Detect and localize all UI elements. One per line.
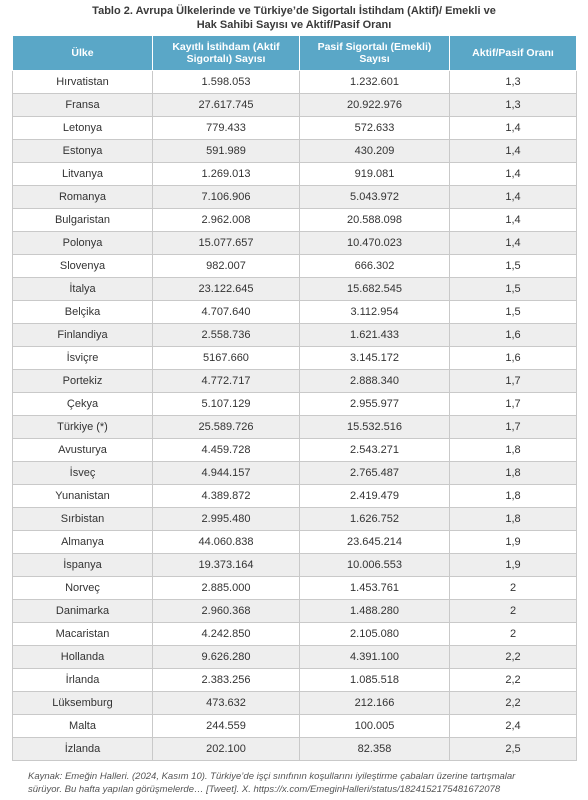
- cell-country: Hırvatistan: [13, 71, 153, 94]
- cell-country: Hollanda: [13, 646, 153, 669]
- cell-active: 15.077.657: [153, 232, 300, 255]
- table-row: [13, 623, 577, 646]
- cell-country: Lüksemburg: [13, 692, 153, 715]
- cell-active: 202.100: [153, 738, 300, 761]
- cell-active: 2.995.480: [153, 508, 300, 531]
- cell-passive: 2.419.479: [300, 485, 450, 508]
- table-row: [13, 94, 577, 117]
- cell-active: 44.060.838: [153, 531, 300, 554]
- cell-ratio: 1,4: [450, 140, 577, 163]
- table-row: [13, 140, 577, 163]
- table-row: [13, 439, 577, 462]
- cell-passive: 212.166: [300, 692, 450, 715]
- source-line-2: sürüyor. Bu hafta yapılan görüşmelerde… [Tweet]. X. https://x.com/EmeginHalleri/status/1824152175481672078: [28, 784, 501, 795]
- cell-passive: 15.682.545: [300, 278, 450, 301]
- cell-country: İsveç: [13, 462, 153, 485]
- cell-passive: 1.085.518: [300, 669, 450, 692]
- cell-active: 4.772.717: [153, 370, 300, 393]
- cell-passive: 3.145.172: [300, 347, 450, 370]
- cell-active: 2.383.256: [153, 669, 300, 692]
- cell-passive: 2.543.271: [300, 439, 450, 462]
- cell-passive: 3.112.954: [300, 301, 450, 324]
- cell-country: İtalya: [13, 278, 153, 301]
- table-row: [13, 669, 577, 692]
- table-row: [13, 416, 577, 439]
- table-row: [13, 301, 577, 324]
- cell-ratio: 1,8: [450, 485, 577, 508]
- header-country: Ülke: [13, 36, 153, 71]
- cell-ratio: 1,3: [450, 71, 577, 94]
- table-row: [13, 209, 577, 232]
- cell-active: 23.122.645: [153, 278, 300, 301]
- table-row: [13, 715, 577, 738]
- cell-ratio: 1,7: [450, 393, 577, 416]
- table-row: [13, 692, 577, 715]
- cell-ratio: 1,6: [450, 347, 577, 370]
- cell-ratio: 1,4: [450, 163, 577, 186]
- cell-active: 25.589.726: [153, 416, 300, 439]
- data-table: [12, 35, 577, 761]
- cell-passive: 2.105.080: [300, 623, 450, 646]
- table-row: [13, 600, 577, 623]
- cell-ratio: 2,2: [450, 646, 577, 669]
- table-title: [0, 4, 588, 32]
- cell-country: Litvanya: [13, 163, 153, 186]
- cell-ratio: 1,7: [450, 370, 577, 393]
- table-row: [13, 577, 577, 600]
- cell-ratio: 1,8: [450, 508, 577, 531]
- table-row: [13, 531, 577, 554]
- cell-country: İzlanda: [13, 738, 153, 761]
- table-title-line-2: Hak Sahibi Sayısı ve Aktif/Pasif Oranı: [196, 19, 392, 31]
- cell-passive: 1.626.752: [300, 508, 450, 531]
- cell-active: 27.617.745: [153, 94, 300, 117]
- cell-passive: 1.232.601: [300, 71, 450, 94]
- cell-ratio: 1,4: [450, 186, 577, 209]
- table-row: [13, 393, 577, 416]
- cell-passive: 919.081: [300, 163, 450, 186]
- cell-active: 2.558.736: [153, 324, 300, 347]
- table-row: [13, 71, 577, 94]
- cell-active: 1.598.053: [153, 71, 300, 94]
- cell-ratio: 1,5: [450, 278, 577, 301]
- cell-ratio: 2,4: [450, 715, 577, 738]
- cell-ratio: 1,4: [450, 209, 577, 232]
- table-row: [13, 646, 577, 669]
- cell-country: Sırbistan: [13, 508, 153, 531]
- table-row: [13, 278, 577, 301]
- table-row: [13, 347, 577, 370]
- table-row: [13, 186, 577, 209]
- cell-country: Yunanistan: [13, 485, 153, 508]
- cell-passive: 430.209: [300, 140, 450, 163]
- cell-passive: 20.588.098: [300, 209, 450, 232]
- cell-active: 2.962.008: [153, 209, 300, 232]
- cell-active: 1.269.013: [153, 163, 300, 186]
- cell-ratio: 1,7: [450, 416, 577, 439]
- cell-active: 4.707.640: [153, 301, 300, 324]
- header-ratio: Aktif/Pasif Oranı: [450, 36, 577, 71]
- cell-passive: 5.043.972: [300, 186, 450, 209]
- cell-ratio: 2: [450, 623, 577, 646]
- cell-ratio: 1,9: [450, 554, 577, 577]
- cell-passive: 10.470.023: [300, 232, 450, 255]
- cell-country: Norveç: [13, 577, 153, 600]
- cell-active: 7.106.906: [153, 186, 300, 209]
- cell-passive: 572.633: [300, 117, 450, 140]
- table-row: [13, 370, 577, 393]
- cell-active: 4.944.157: [153, 462, 300, 485]
- cell-passive: 1.621.433: [300, 324, 450, 347]
- table-title-line-1: Tablo 2. Avrupa Ülkelerinde ve Türkiye’de Sigortalı İstihdam (Aktif)/ Emekli ve: [92, 5, 496, 17]
- cell-passive: 2.888.340: [300, 370, 450, 393]
- cell-country: Portekiz: [13, 370, 153, 393]
- cell-active: 4.242.850: [153, 623, 300, 646]
- cell-country: Malta: [13, 715, 153, 738]
- cell-passive: 666.302: [300, 255, 450, 278]
- cell-country: Türkiye (*): [13, 416, 153, 439]
- cell-passive: 10.006.553: [300, 554, 450, 577]
- cell-active: 2.885.000: [153, 577, 300, 600]
- table-row: [13, 255, 577, 278]
- cell-country: Letonya: [13, 117, 153, 140]
- cell-country: İspanya: [13, 554, 153, 577]
- cell-active: 2.960.368: [153, 600, 300, 623]
- source-line-1: Kaynak: Emeğin Halleri. (2024, Kasım 10). Türkiye’de işçi sınıfının koşullarını iyileştirme çabaları üzerine tartışmalar: [28, 771, 516, 782]
- table-row: [13, 462, 577, 485]
- cell-country: Çekya: [13, 393, 153, 416]
- cell-country: Estonya: [13, 140, 153, 163]
- table-row: [13, 324, 577, 347]
- cell-passive: 1.488.280: [300, 600, 450, 623]
- table-row: [13, 554, 577, 577]
- cell-active: 5.107.129: [153, 393, 300, 416]
- cell-active: 591.989: [153, 140, 300, 163]
- cell-country: Polonya: [13, 232, 153, 255]
- cell-country: Bulgaristan: [13, 209, 153, 232]
- cell-active: 4.389.872: [153, 485, 300, 508]
- cell-ratio: 2: [450, 600, 577, 623]
- cell-ratio: 1,5: [450, 255, 577, 278]
- cell-ratio: 1,8: [450, 462, 577, 485]
- cell-ratio: 2,2: [450, 692, 577, 715]
- cell-active: 5167.660: [153, 347, 300, 370]
- cell-passive: 4.391.100: [300, 646, 450, 669]
- cell-country: Romanya: [13, 186, 153, 209]
- cell-active: 473.632: [153, 692, 300, 715]
- cell-active: 4.459.728: [153, 439, 300, 462]
- table-row: [13, 485, 577, 508]
- cell-ratio: 2,2: [450, 669, 577, 692]
- cell-country: Avusturya: [13, 439, 153, 462]
- cell-passive: 2.955.977: [300, 393, 450, 416]
- cell-active: 779.433: [153, 117, 300, 140]
- cell-passive: 82.358: [300, 738, 450, 761]
- cell-passive: 1.453.761: [300, 577, 450, 600]
- cell-passive: 15.532.516: [300, 416, 450, 439]
- cell-ratio: 1,8: [450, 439, 577, 462]
- table-row: [13, 117, 577, 140]
- cell-ratio: 1,6: [450, 324, 577, 347]
- source-note: [28, 770, 568, 796]
- cell-country: Fransa: [13, 94, 153, 117]
- table-body: [13, 71, 577, 761]
- cell-ratio: 1,9: [450, 531, 577, 554]
- cell-country: Almanya: [13, 531, 153, 554]
- cell-country: Danimarka: [13, 600, 153, 623]
- cell-ratio: 2: [450, 577, 577, 600]
- header-active-insured: Kayıtlı İstihdam (Aktif Sigortalı) Sayısı: [153, 36, 300, 71]
- cell-ratio: 1,4: [450, 232, 577, 255]
- cell-country: İsviçre: [13, 347, 153, 370]
- cell-active: 244.559: [153, 715, 300, 738]
- cell-country: Slovenya: [13, 255, 153, 278]
- table-row: [13, 508, 577, 531]
- cell-passive: 23.645.214: [300, 531, 450, 554]
- header-passive-insured: Pasif Sigortalı (Emekli) Sayısı: [300, 36, 450, 71]
- table-header-row: [13, 36, 577, 71]
- cell-active: 982.007: [153, 255, 300, 278]
- cell-ratio: 1,5: [450, 301, 577, 324]
- table-row: [13, 738, 577, 761]
- cell-country: Belçika: [13, 301, 153, 324]
- cell-ratio: 2,5: [450, 738, 577, 761]
- cell-passive: 20.922.976: [300, 94, 450, 117]
- cell-passive: 2.765.487: [300, 462, 450, 485]
- table-row: [13, 163, 577, 186]
- cell-active: 9.626.280: [153, 646, 300, 669]
- cell-active: 19.373.164: [153, 554, 300, 577]
- cell-country: Finlandiya: [13, 324, 153, 347]
- cell-passive: 100.005: [300, 715, 450, 738]
- cell-country: İrlanda: [13, 669, 153, 692]
- cell-ratio: 1,4: [450, 117, 577, 140]
- cell-country: Macaristan: [13, 623, 153, 646]
- cell-ratio: 1,3: [450, 94, 577, 117]
- table-row: [13, 232, 577, 255]
